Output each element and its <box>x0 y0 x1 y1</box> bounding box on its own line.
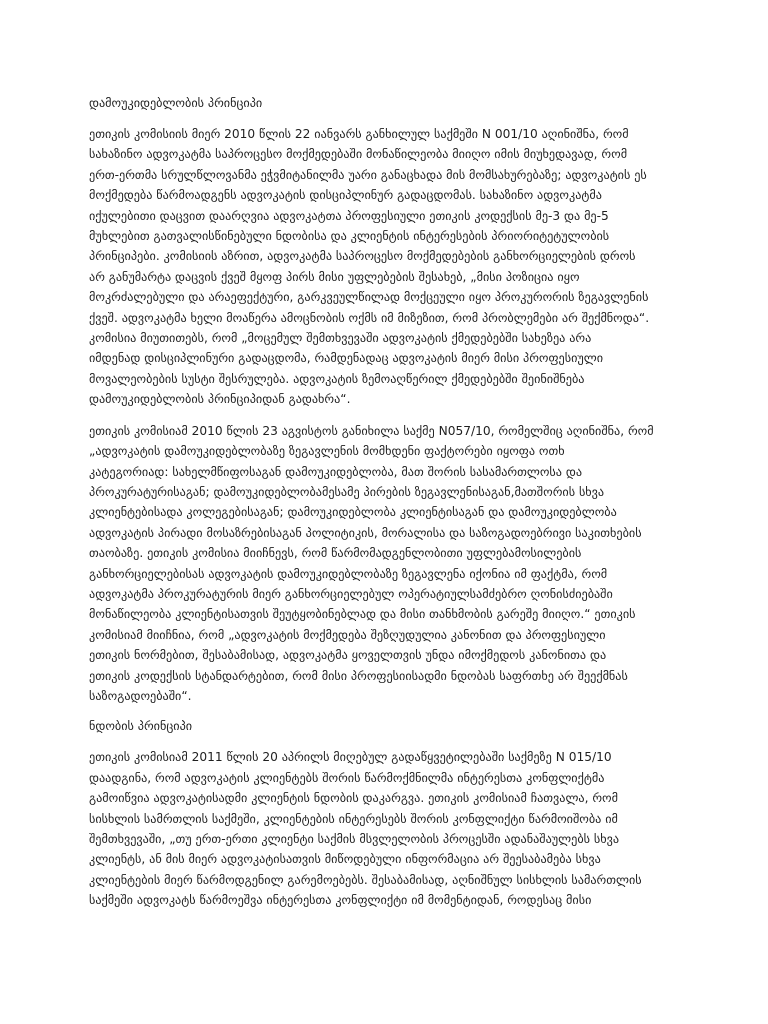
paragraph-line: შემთხვევაში, „თუ ერთ-ერთი კლიენტი საქმის მსვლელობის პროცესში ადანაშაულებს სხვა <box>89 832 620 846</box>
paragraph-line: ეთიკის ნორმებით, შესაბამისად, ადვოკატმა ყოველთვის უნდა იმოქმედოს კანონითა და <box>89 648 607 663</box>
paragraph-line: გამოიწვია ადვოკატისადმი კლიენტის ნდობის დაკარგვა. ეთიკის კომისიამ ჩათვალა, რომ <box>89 791 619 806</box>
paragraph-line: მოქმედება წარმოადგენს ადვოკატის დისციპლინურ გადაცდომას. სახაზინო ადვოკატმა <box>89 188 602 203</box>
paragraph-line: კომისიამ მიიჩნია, რომ „ადვოკატის მოქმედება შეზღუდულია კანონით და პროფესიული <box>89 627 606 642</box>
paragraph-case-001-10 <box>89 124 695 410</box>
paragraph-line: სახაზინო ადვოკატმა საპროცესო მოქმედებაში მონაწილეობა მიიღო იმის მიუხედავად, რომ <box>89 147 628 162</box>
paragraph-line: ადვოკატის პირადი მოსაზრებისაგან პოლიტიკის, მორალისა და საზოგადოებრივი საკითხების <box>89 525 642 540</box>
document-body <box>89 93 695 911</box>
paragraph-line: კლიენტების მიერ წარმოდგენილ გარემოებებს. შესაბამისად, აღნიშნულ სისხლის სამართლის <box>89 872 642 887</box>
paragraph-line: მოკრძალებული და არაეფექტური, გარკვეულწილად მოქცეული იყო პროკურორის ზეგავლენის <box>89 290 649 305</box>
paragraph-line: პროკურატურისაგან; დამოუკიდებლობამესამე პირების ზეგავლენისაგან,მათშორის სხვა <box>89 484 605 499</box>
paragraph-line: „ადვოკატის დამოუკიდებლობაზე ზეგავლენის მომხდენი ფაქტორები იყოფა ოთხ <box>89 444 565 459</box>
paragraph-line: დაადგინა, რომ ადვოკატის კლიენტებს შორის წარმოქმნილმა ინტერესთა კონფლიქტმა <box>89 770 605 785</box>
paragraph-line: ეთიკის კომისიის მიერ 2010 წლის 22 იანვარს განხილულ საქმეში N 001/10 აღინიშნა, რომ <box>89 127 629 141</box>
paragraph-line: განხორციელებისას ადვოკატის დამოუკიდებლობაზე ზეგავლენა იქონია იმ ფაქტმა, რომ <box>89 566 608 581</box>
paragraph-line: კომისია მიუთითებს, რომ „მოცემულ შემთხვევაში ადვოკატის ქმედებებში სახეზეა არა <box>89 331 592 346</box>
paragraph-line: იმდენად დისციპლინური გადაცდომა, რამდენადაც ადვოკატის მიერ მისი პროფესიული <box>89 351 604 366</box>
section-heading-trust: ნდობის პრინციპი <box>89 719 193 734</box>
paragraph-case-015-10 <box>89 747 695 910</box>
paragraph-line: თაობაზე. ეთიკის კომისია მიიჩნევს, რომ წარმომადგენლობითი უფლებამოსილების <box>89 546 582 561</box>
paragraph-line: ქვეშ. ადვოკატმა ხელი მოაწერა ამოცნობის ოქმს იმ მიზეზით, რომ პრობლემები არ შექმნოდა“. <box>89 310 650 325</box>
paragraph-line: ადვოკატმა პროკურატურის მიერ განხორციელებულ ოპერატიულსამძებრო ღონისძიებაში <box>89 586 613 601</box>
paragraph-line: კლიენტს, ან მის მიერ ადვოკატისათვის მიწოდებული ინფორმაცია არ შეესაბამება სხვა <box>89 852 601 867</box>
paragraph-line: საქმეში ადვოკატს წარმოეშვა ინტერესთა კონფლიქტი იმ მომენტიდან, როდესაც მისი <box>89 893 592 908</box>
paragraph-line: ეთიკის კომისიამ 2010 წლის 23 აგვისტოს განიხილა საქმე N057/10, რომელშიც აღინიშნა, რომ <box>89 423 654 438</box>
paragraph-line: მონაწილეობა კლიენტისათვის შეუტყობინებლად და მისი თანხმობის გარეშე მიიღო.“ ეთიკის <box>89 607 636 622</box>
paragraph-line: არ განუმარტა დაცვის ქვეშ მყოფ პირს მისი უფლებების შესახებ, „მისი პოზიცია იყო <box>89 269 580 284</box>
paragraph-line: ერთ-ერთმა სრულწლოვანმა ეჭვმიტანილმა უარი განაცხადა მის მომსახურებაზე; ადვოკატის ეს <box>89 167 647 182</box>
paragraph-line: პრინციპები. კომისიის აზრით, ადვოკატმა საპროცესო მოქმედებების განხორციელების დროს <box>89 249 636 264</box>
paragraph-line: საზოგადოებაში“. <box>89 688 192 703</box>
paragraph-line: ეთიკის კოდექსის სტანდარტებით, რომ მისი პროფესიისადმი ნდობას საფრთხე არ შეექმნას <box>89 668 628 683</box>
paragraph-case-057-10 <box>89 421 695 707</box>
section-heading-independence: დამოუკიდებლობის პრინციპი <box>89 96 263 110</box>
paragraph-line: კატეგორიად: სახელმწიფოსაგან დამოუკიდებლობა, მათ შორის სასამართლოსა და <box>89 464 583 479</box>
paragraph-line: მოვალეობების სუსტი შესრულება. ადვოკატის ზემოაღწერილ ქმედებებში შეინიშნება <box>89 371 585 386</box>
paragraph-line: ეთიკის კომისიამ 2011 წლის 20 აპრილს მიღებულ გადაწყვეტილებაში საქმეზე N 015/10 <box>89 750 612 765</box>
paragraph-line: სისხლის სამრთლის საქმეში, კლიენტების ინტერესებს შორის კონფლიქტი წარმოიშობა იმ <box>89 811 618 826</box>
paragraph-line: მუხლებით გათვალისწინებული ნდობისა და კლიენტის ინტერესების პრიორიტეტულობის <box>89 229 610 244</box>
paragraph-line: დამოუკიდებლობის პრინციპიდან გადახრა“. <box>89 392 351 407</box>
paragraph-line: კლიენტებისადა კოლეგებისაგან; დამოუკიდებლობა კლიენტისაგან და დამოუკიდებლობა <box>89 505 617 520</box>
paragraph-line: იქულებითი დაცვით დაარღვია ადვოკატთა პროფესიული ეთიკის კოდექსის მე-3 და მე-5 <box>89 208 609 223</box>
